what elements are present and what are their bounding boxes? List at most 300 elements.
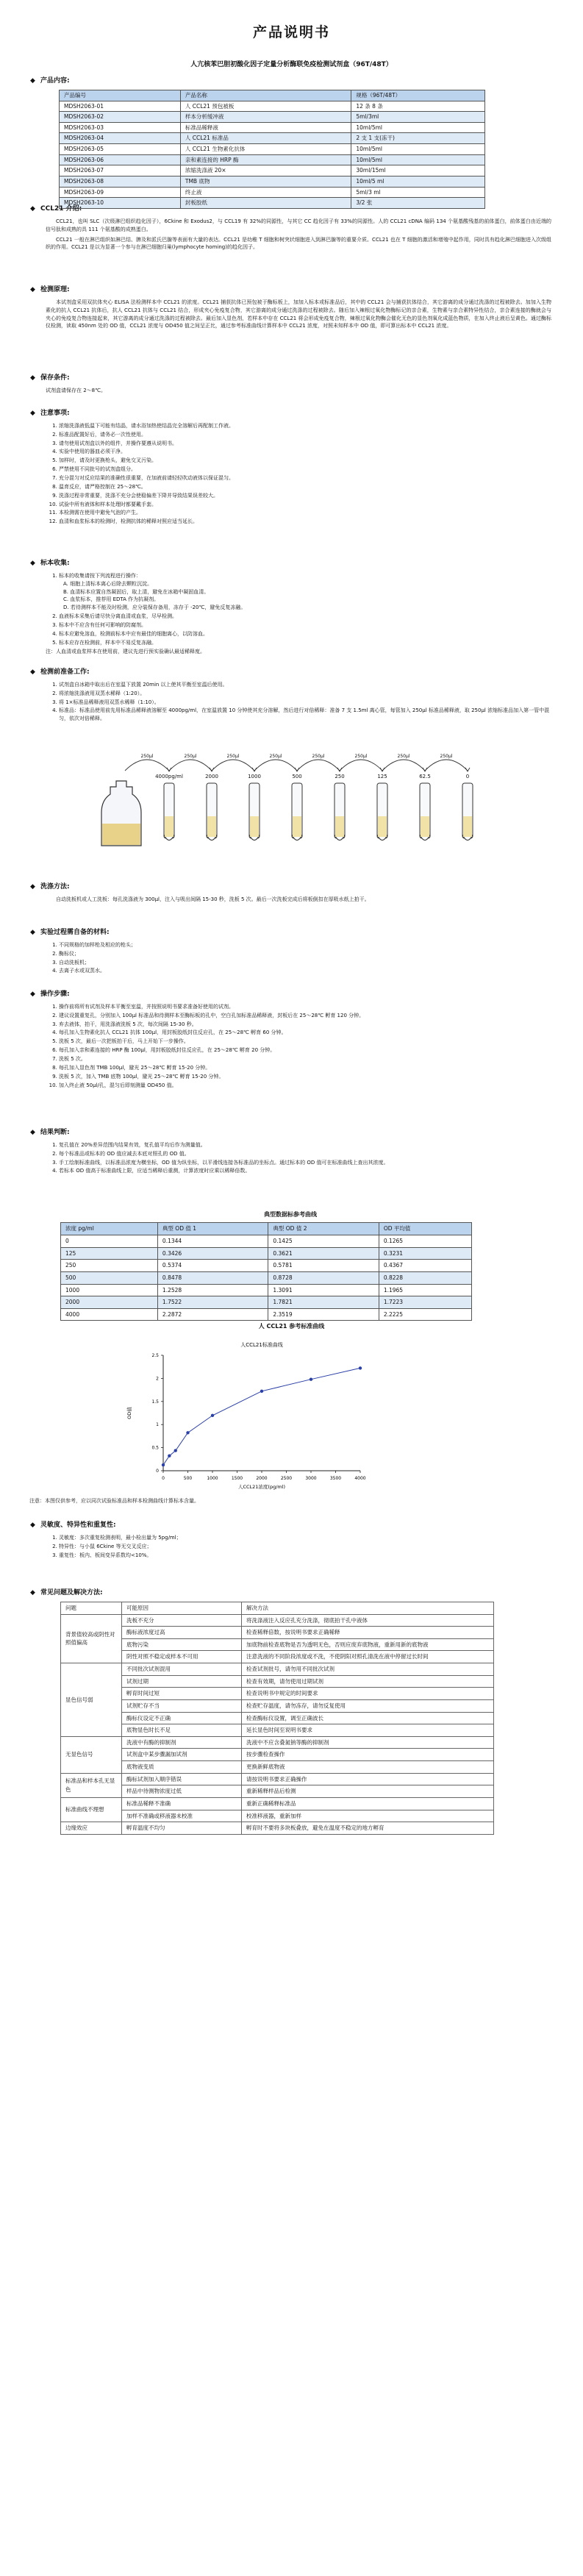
table-cell: MDSH2063-09 [60,187,181,198]
faq-solution: 校准移液器，重新加样 [242,1810,494,1822]
table-cell: 人 CCL21 标准品 [180,133,351,144]
table-cell: 0.8228 [379,1271,471,1284]
std-table [60,1222,472,1321]
results-list [29,1141,551,1175]
faq-cause: 底物污染 [122,1638,242,1651]
table-cell: 250 [61,1260,158,1272]
faq-cause: 阴性对照不稳定或样本不可用 [122,1651,242,1663]
tube-label: 1000 [248,774,261,779]
x-tick-label: 3000 [305,1476,317,1481]
section-heading: 标本收集: [40,560,70,567]
table-cell: 10ml/5ml [351,122,485,133]
faq-solution: 重新正确稀释标准品 [242,1797,494,1810]
table-row [61,1614,494,1627]
section-heading: 实验过程需自备的材料: [40,929,110,936]
diamond-bullet-icon: ◆ [30,560,35,567]
table-cell: 标准品稀释液 [180,122,351,133]
faq-table [60,1602,494,1835]
storage-text: 试剂盒请保存在 2～8℃。 [46,387,106,393]
table-row [61,1308,472,1321]
section-components [29,76,551,209]
table-cell: 1.1965 [379,1284,471,1296]
list-item: 2. 将浓缩洗涤液用双蒸水稀释（1:20）。 [59,690,551,698]
table-cell: 浓缩洗涤液 20× [180,165,351,176]
section-heading: 检测原理: [40,286,70,293]
faq-solution: 加底物前检查底物是否为透明无色，否则应废弃底物液，重新用新的底物液 [242,1638,494,1651]
table-row [60,112,485,123]
table-cell: 0.3426 [157,1247,268,1260]
table-cell: 500 [61,1271,158,1284]
table-cell: 1.7821 [268,1296,379,1309]
y-tick-label: 0 [156,1469,159,1474]
data-point [310,1377,312,1380]
faq-problem: 显色信号弱 [61,1663,122,1737]
list-item: 4. 标准品：标准品使用前先用标准品稀释液溶解至 4000pg/ml，在室温放置 10 分钟使其充分溶解，然后进行对倍稀释：准备 7 支 1.5ml 离心管，每管加入 250μl 标准品稀释液，取 250μl 浓缩标准品加入第一管中混匀，依次对倍稀释。 [59,707,551,723]
data-point [359,1366,362,1369]
list-item: 6. 每孔加入亲和素连接的 HRP 酶 100μl，用封板胶纸封住反应孔，在 25～28℃ 孵育 20 分钟。 [59,1046,551,1055]
column-header: 可能原因 [122,1602,242,1614]
table-cell: 0.1425 [268,1235,379,1248]
table-cell: MDSH2063-07 [60,165,181,176]
faq-cause: 样品中待测物浓度过低 [122,1785,242,1798]
table-cell: 0.8728 [268,1271,379,1284]
table-cell: 1.3091 [268,1284,379,1296]
y-tick-label: 2 [156,1376,159,1382]
tube-liquid [463,816,472,837]
table-row [61,1296,472,1309]
faq-problem: 标准曲线不理想 [61,1797,122,1822]
section-heading: 结果判断: [40,1129,70,1136]
table-row [60,154,485,165]
table-cell: 10ml/5ml [351,144,485,155]
table-cell: 1.2528 [157,1284,268,1296]
data-point [186,1431,189,1434]
list-item: 2. 每个标准品或标本的 OD 值应减去本底对照孔的 OD 值。 [59,1150,551,1158]
faq-solution: 将洗涤液注入反应孔充分洗涤，彻底拍干孔中液体 [242,1614,494,1627]
column-header: 规格（96T/48T） [351,90,485,101]
table-row [61,1749,494,1761]
transfer-label: 250μl [440,754,453,759]
doc-title: 产品说明书 [252,24,330,40]
table-cell: 2 支 1 支(冻干) [351,133,485,144]
column-header: 典型 OD 值 2 [268,1223,379,1235]
table-cell: 0.3621 [268,1247,379,1260]
table-row [61,1699,494,1712]
faq-problem: 边缘效应 [61,1822,122,1835]
diamond-bullet-icon: ◆ [30,77,35,85]
table-row [61,1810,494,1822]
table-row [61,1736,494,1749]
list-item: 1. 标本的收集请按下列流程进行操作： A. 细胞上清标本离心后除去颗粒沉淀。 B. 血清标本应置自然凝固后，取上清，避免在冰箱中凝固血清。 C. 血浆标本，推荐用 EDTA 作为抗凝剂。 D. 若待测样本不能及时检测，应分装保存备用，冻存于 -20℃，避免反复冻融。 [59,572,551,612]
section-heading: 注意事项: [40,410,70,417]
faq-solution: 检查说明书中规定的时间要求 [242,1688,494,1700]
transfer-arrow [382,760,425,771]
list-item: 4. 若标本 OD 值高于标准曲线上限，应适当稀释后重测，计算浓度时应乘以稀释倍数。 [59,1167,551,1175]
faq-cause: 洗板不充分 [122,1614,242,1627]
stock-liquid [102,824,140,845]
table-cell: 人 CCL21 生物素化抗体 [180,144,351,155]
x-tick-label: 500 [183,1476,193,1481]
sample-list [29,572,551,647]
table-row [61,1651,494,1663]
section-materials [29,928,551,976]
table-cell: 封板胶纸 [180,198,351,209]
x-tick-label: 2000 [256,1476,268,1481]
table-cell: 人 CCL21 预包被板 [180,101,351,112]
data-point [168,1455,171,1458]
list-item: 3. 请勿使用试剂盒以外的组件，并操作要遵从说明书。 [59,440,551,448]
section-heading: 常见问题及解决方法: [40,1589,103,1596]
section-steps [29,990,551,1090]
principle-paragraph: 本试剂盒采用双抗体夹心 ELISA 法检测样本中 CCL21 的浓度。CCL21 捕获抗体已预包被于酶标板上，加加入标本或标准品后，其中的 CCL21 会与捕获抗体结合，其它游离的成分通过洗涤的过程被除去。加加入生物素化的抗人 CCL21 抗体后，抗人 CCL21 抗体与 CCL21 结合，形成夹心免疫复合物，其它游离的成分通过洗涤的过程被除去。随后加入辣根过氧化物酶标记的亲合素，生物素与亲合素特异性结合，亲合素连接的酶就会与夹心的免疫复合物连接起来，其它游离的成分通过洗涤的过程被除去。最后加入显色剂，若样本中存在 CCL21 将会形成免疫复合物，辣根过氧化物酶会催化无色的显色剂氧化成蓝色物质，在加入终止液后呈黄色。通过酶标仪检测，读取 450nm 处的 OD 值，CCL21 浓度与 OD450 值之间呈正比，通过参考标准曲线计算样本中 CCL21 浓度，对照未知样本中 OD 值，即可算出标本中 CCL21 浓度。 [46,299,551,329]
table-cell: 1.7223 [379,1296,471,1309]
sub-item: D. 若待测样本不能及时检测，应分装保存备用，冻存于 -20℃，避免反复冻融。 [63,604,246,611]
tube-liquid [293,816,301,837]
transfer-label: 250μl [312,754,325,759]
column-header: 产品编号 [60,90,181,101]
faq-cause: 试剂盒中某步骤漏加试剂 [122,1749,242,1761]
y-tick-label: 0.5 [151,1445,159,1451]
y-tick-label: 2.5 [151,1353,159,1358]
transfer-label: 250μl [226,754,240,759]
list-item: 4. 每孔加入生物素化抗人 CCL21 抗体 100μl，用封板胶纸封住反应孔，在 25～28℃ 孵育 60 分钟。 [59,1029,551,1037]
faq-solution: 检查酶标仪设置，调至正确波长 [242,1712,494,1724]
components-table [59,90,485,209]
faq-cause: 不同批次试剂混用 [122,1663,242,1676]
list-item: 1. 试剂盒自冰箱中取出后在室温下放置 20min 以上使其平衡至室温后使用。 [59,681,551,689]
faq-cause: 试剂贮存不当 [122,1699,242,1712]
table-cell: 2.2225 [379,1308,471,1321]
section-heading: 洗涤方法: [40,883,70,891]
table-row [61,1271,472,1284]
table-cell: 10ml/5ml [351,154,485,165]
x-tick-label: 1500 [231,1476,243,1481]
list-item: 3. 将 1×标准品稀释液用双蒸水稀释（1:10）。 [59,699,551,707]
list-item: 2. 血液标本采集后请尽快分离血清或血浆，尽早检测。 [59,613,551,621]
section-intro [29,204,551,254]
table-cell: 10ml/5 ml [351,176,485,187]
table-cell: 0.1344 [157,1235,268,1248]
list-item: 2. 标准品配置好后，请务必一次性使用。 [59,431,551,439]
list-item: 1. 复孔值在 20%差异范围内结果有效，复孔值平均后作为测量值。 [59,1141,551,1149]
table-row [61,1761,494,1774]
intro-paragraph: CCL21，也叫 SLC（次级淋巴组织趋化因子），6Ckine 和 Exodus2，与 CCL19 有 32%的同源性，与其它 CC 趋化因子有 33%的同源性。人的 CCL21 cDNA 编码 134 个氨基酸残基的前体蛋白，前体蛋白由近端的信号肽和成熟的具 111 个氨基酸的成熟蛋白。 [46,218,551,232]
intro-paragraph: CCL21 一般在淋巴组织如淋巴结、脾及和派氏巴腺等表面有大量的表达。CCL21 是幼稚 T 细胞和树突状细胞进入到淋巴腺等的重要介质。CCL21 也在 T 细胞的激活和增殖中起作用，同时具有趋化淋巴细胞进入次级组织的作用。CCL21 是以为显著一个参与在淋巴细胞归巢(lymphocyte homing)的趋化因子。 [46,236,551,251]
table-row [61,1773,494,1785]
list-item: 5. 加样时，请及时更换枪头，避免交叉污染。 [59,457,551,465]
section-std-table [29,1210,551,1321]
transfer-arrow [425,760,468,771]
table-cell: 2.3519 [268,1308,379,1321]
table-cell: 4000 [61,1308,158,1321]
transfer-arrow [340,760,382,771]
x-tick-label: 0 [162,1476,165,1481]
table-cell: MDSH2063-08 [60,176,181,187]
data-point [174,1449,177,1452]
section-heading: 检测前准备工作: [40,668,90,676]
x-tick-label: 2500 [280,1476,293,1481]
table-cell: MDSH2063-02 [60,112,181,123]
transfer-arrow [125,760,169,771]
table-cell: 125 [61,1247,158,1260]
list-item: 6. 严禁使用不同批号的试剂盒组分。 [59,465,551,474]
sub-item: C. 血浆标本，推荐用 EDTA 作为抗凝剂。 [63,596,160,603]
transfer-arrow [169,760,212,771]
list-item: 11. 本检测需在使用中避免气泡的产生。 [59,509,551,517]
faq-solution: 更换新鲜底物液 [242,1761,494,1774]
section-faq [29,1588,551,1835]
list-item: 1. 灵敏度：多次重复检测表明，最小检出量为 5pg/ml； [59,1534,551,1542]
tube-label: 2000 [205,774,218,779]
materials-list [29,941,551,975]
table-cell: 0.4367 [379,1260,471,1272]
table-row [61,1785,494,1798]
faq-solution: 洗液中不应含叠氮钠等酶的抑制剂 [242,1736,494,1749]
diamond-bullet-icon: ◆ [30,668,35,676]
tube-liquid [335,816,344,837]
faq-solution: 按步骤检查操作 [242,1749,494,1761]
sub-item: B. 血清标本应置自然凝固后，取上清，避免在冰箱中凝固血清。 [63,588,210,595]
transfer-label: 250μl [269,754,282,759]
section-results [29,1128,551,1176]
faq-solution: 检查试剂批号，请勿用不同批次试剂 [242,1663,494,1676]
faq-cause: 标准品稀释不准确 [122,1797,242,1810]
table-cell: MDSH2063-10 [60,198,181,209]
table-cell: 0.5374 [157,1260,268,1272]
table-cell: 1000 [61,1284,158,1296]
table-cell: MDSH2063-05 [60,144,181,155]
table-row [60,133,485,144]
faq-problem: 标准品和样本孔无显色 [61,1773,122,1797]
table-row [61,1797,494,1810]
table-row [61,1638,494,1651]
y-axis-label: OD值 [126,1407,132,1419]
section-heading: 产品内容: [40,77,70,85]
table-cell: 0 [61,1235,158,1248]
diamond-bullet-icon: ◆ [30,1129,35,1136]
list-item: 2. 酶标仪； [59,950,551,958]
table-row [61,1822,494,1835]
list-item: 2. 建议设置重复孔，分别加入 100μl 标准品和待测样本至酶标板的孔中，空白孔加标准品稀释液，封板后在 25～28℃ 孵育 120 分钟。 [59,1012,551,1020]
faq-cause: 洗液中有酶的抑制剂 [122,1736,242,1749]
column-header: 浓度 pg/ml [61,1223,158,1235]
cautions-list [29,422,551,526]
table-row [61,1688,494,1700]
steps-list [29,1003,551,1089]
faq-cause: 孵育温度不均匀 [122,1822,242,1835]
table-row [60,187,485,198]
list-item: 5. 洗板 5 次，最后一次把板拍干后，马上开始下一步操作。 [59,1038,551,1046]
faq-problem: 无显色信号 [61,1736,122,1773]
list-item: 7. 充分混匀对反应结果的准确性很重要，在加液前请轻轻吹动液体以保证混匀。 [59,474,551,482]
faq-solution: 重新稀释样品后检测 [242,1785,494,1798]
section-heading: 操作步骤: [40,991,70,998]
faq-cause: 孵育时间过短 [122,1688,242,1700]
list-item: 4. 实验中使用的器皿必须干净。 [59,448,551,456]
list-item: 12. 血清和血浆标本的检测时，检测抗体的稀释对照应适当延长。 [59,518,551,526]
table-cell: 0.1265 [379,1235,471,1248]
chart-inner-title: 人CCL21标准曲线 [240,1342,283,1348]
table-row [60,176,485,187]
table-cell: 5ml/3ml [351,112,485,123]
list-item: 8. 温育反应，请严格控制在 25～28℃。 [59,483,551,491]
y-tick-label: 1 [156,1422,159,1428]
table-cell: 30ml/15ml [351,165,485,176]
diamond-bullet-icon: ◆ [30,374,35,382]
data-point [260,1390,263,1393]
faq-cause: 酶标仪设定不正确 [122,1712,242,1724]
transfer-label: 250μl [397,754,410,759]
list-item: 9. 洗涤过程非常重要，洗涤不充分会使稳偏差下降并导致结果误差较大。 [59,492,551,500]
tube-label: 0 [465,774,470,779]
diamond-bullet-icon: ◆ [30,286,35,293]
transfer-label: 250μl [184,754,197,759]
table-cell: 样本分析缓冲液 [180,112,351,123]
data-point [211,1414,214,1417]
list-item: 10. 试验中所有液体和样本处理时都要戴手套。 [59,501,551,509]
x-axis-label: 人CCL21浓度(pg/ml) [237,1484,286,1490]
tube-liquid [378,816,387,837]
section-storage [29,374,551,397]
list-item: 4. 标本应避免溶血，检测前标本中应有最佳的细胞离心，以防溶血。 [59,630,551,638]
sub-item: A. 细胞上清标本离心后除去颗粒沉淀。 [63,580,153,587]
chart-title: 人 CCL21 参考标准曲线 [258,1323,325,1330]
table-row [61,1675,494,1688]
prep-list [29,681,551,723]
list-item: 1. 操作前将所有试剂及样本平衡至室温，并按照说明书要求准备好使用的试剂。 [59,1003,551,1011]
table-row [61,1235,472,1248]
x-tick-label: 1000 [207,1476,218,1481]
table-cell: MDSH2063-03 [60,122,181,133]
tube-label: 62.5 [419,774,431,779]
faq-solution: 请按说明书要求正确操作 [242,1773,494,1785]
transfer-arrow [212,760,254,771]
table-row [61,1260,472,1272]
diamond-bullet-icon: ◆ [30,205,35,213]
table-cell: MDSH2063-04 [60,133,181,144]
x-tick-label: 4000 [354,1476,366,1481]
sample-note: 注：人血清或血浆样本在使用前，建议先进行预实验确认最适稀释度。 [46,648,205,654]
table-cell: 亲和素连接的 HRP 酶 [180,154,351,165]
list-item: 1. 浓缩洗涤液低温下可能有结晶，请水浴加热使结晶完全溶解后再配制工作液。 [59,422,551,430]
table-row [61,1724,494,1737]
list-item: 3. 手工绘制标准曲线，以标准品浓度为横坐标，OD 值为纵坐标，以平滑线连接各标准品的坐标点。通过标本的 OD 值可在标准曲线上查出其浓度。 [59,1159,551,1167]
faq-solution: 检查贮存温度，请勿冻存，请勿反复使用 [242,1699,494,1712]
faq-solution: 延长显色时间至说明书要求 [242,1724,494,1737]
list-item: 3. 自动洗板机； [59,959,551,967]
table-cell: 2000 [61,1296,158,1309]
diamond-bullet-icon: ◆ [30,1521,35,1529]
faq-cause: 试剂过期 [122,1675,242,1688]
section-cautions [29,409,551,527]
table-row [60,101,485,112]
table-cell: MDSH2063-06 [60,154,181,165]
list-item: 4. 去离子水或双蒸水。 [59,967,551,975]
chart-note: 注意：本图仅供参考，应以同次试验标准品和样本检测曲线计算标本含量。 [29,1498,199,1504]
section-prep [29,668,551,724]
faq-solution: 检查有效期，请勿使用过期试剂 [242,1675,494,1688]
list-item: 1. 不同规格的加样枪及相应的枪头； [59,941,551,949]
tube-liquid [250,816,259,837]
list-item: 9. 洗板 5 次，加入 TMB 底物 100μl，避光 25～28℃ 孵育 15-20 分钟。 [59,1073,551,1081]
standard-curve-chart [118,1335,375,1493]
list-item: 3. 重复性：板内、板间变异系数均<10%。 [59,1552,551,1560]
diamond-bullet-icon: ◆ [30,883,35,891]
section-principle [29,285,551,332]
y-tick-label: 1.5 [151,1399,159,1405]
faq-cause: 酶标试剂加入顺序错误 [122,1773,242,1785]
x-tick-label: 3500 [329,1476,342,1481]
tube-liquid [207,816,216,837]
table-cell: 2.2872 [157,1308,268,1321]
table-cell: 0.5781 [268,1260,379,1272]
section-heading: 保存条件: [40,374,70,382]
table-cell: 12 条 8 条 [351,101,485,112]
table-cell: 1.7522 [157,1296,268,1309]
series-line [163,1368,360,1465]
table-cell: MDSH2063-01 [60,101,181,112]
doc-subtitle: 人亢核苯巴胆初酸化因子定量分析酶联免疫检测试剂盒（96T/48T） [190,61,393,68]
column-header: 典型 OD 值 1 [157,1223,268,1235]
faq-solution: 检查稀释倍数，按说明书要求正确稀释 [242,1627,494,1639]
column-header: OD 平均值 [379,1223,471,1235]
column-header: 产品名称 [180,90,351,101]
column-header: 问题 [61,1602,122,1614]
section-wash [29,882,551,906]
diamond-bullet-icon: ◆ [30,991,35,998]
diamond-bullet-icon: ◆ [30,1589,35,1596]
faq-cause: 酶标液浓度过高 [122,1627,242,1639]
list-item: 7. 洗板 5 次。 [59,1055,551,1063]
list-item: 10. 加入终止液 50μl/孔，混匀后即刻测量 OD450 值。 [59,1082,551,1090]
transfer-label: 250μl [354,754,368,759]
list-item: 3. 标本中不应含有任何可影响的防腐剂。 [59,621,551,629]
table-row [61,1627,494,1639]
table-cell: 终止液 [180,187,351,198]
tube-label: 4000pg/ml [155,774,183,779]
table-row [61,1712,494,1724]
transfer-label: 250μl [140,754,154,759]
table-row [61,1284,472,1296]
list-item: 2. 特异性：与小鼠 6Ckine 等无交叉反应； [59,1543,551,1551]
list-item: 8. 每孔加入显色剂 TMB 100μl，避光 25～28℃ 孵育 15-20 分钟。 [59,1064,551,1072]
table-cell: 5ml/3 ml [351,187,485,198]
section-performance [29,1521,551,1560]
faq-solution: 注意洗液的不同阶段浓度或不洗，不使阴阳对照孔清洗在液中停留过长时间 [242,1651,494,1663]
table-cell: 0.3231 [379,1247,471,1260]
table-row [61,1247,472,1260]
table-row [60,144,485,155]
data-point [162,1463,165,1466]
tube-label: 125 [377,774,387,779]
faq-cause: 加样不准确或移液器未校准 [122,1810,242,1822]
tube-label: 250 [335,774,345,779]
diamond-bullet-icon: ◆ [30,929,35,936]
section-heading: 灵敏度、特异性和重复性: [40,1521,116,1529]
table-row [60,122,485,133]
dilution-diagram [88,743,500,853]
tube-label: 500 [292,774,302,779]
faq-solution: 孵育时不要将多块板叠放，避免在温度不稳定的地方孵育 [242,1822,494,1835]
transfer-arrow [254,760,297,771]
faq-problem: 背景值较高或阴性对照值偏高 [61,1614,122,1663]
tube-liquid [165,816,174,837]
section-sample [29,559,551,655]
list-item: 3. 弃去液体，拍干，用洗涤液洗板 5 次，每次间隔 15-30 秒。 [59,1021,551,1029]
transfer-arrow [297,760,340,771]
wash-text: 自动洗板机或人工洗板：每孔洗涤液为 300μl，注入与吸出间隔 15-30 秒，洗板 5 次。最后一次洗板完成后将板倒扣在厚吸水纸上拍干。 [56,896,370,902]
faq-cause: 底物液变质 [122,1761,242,1774]
